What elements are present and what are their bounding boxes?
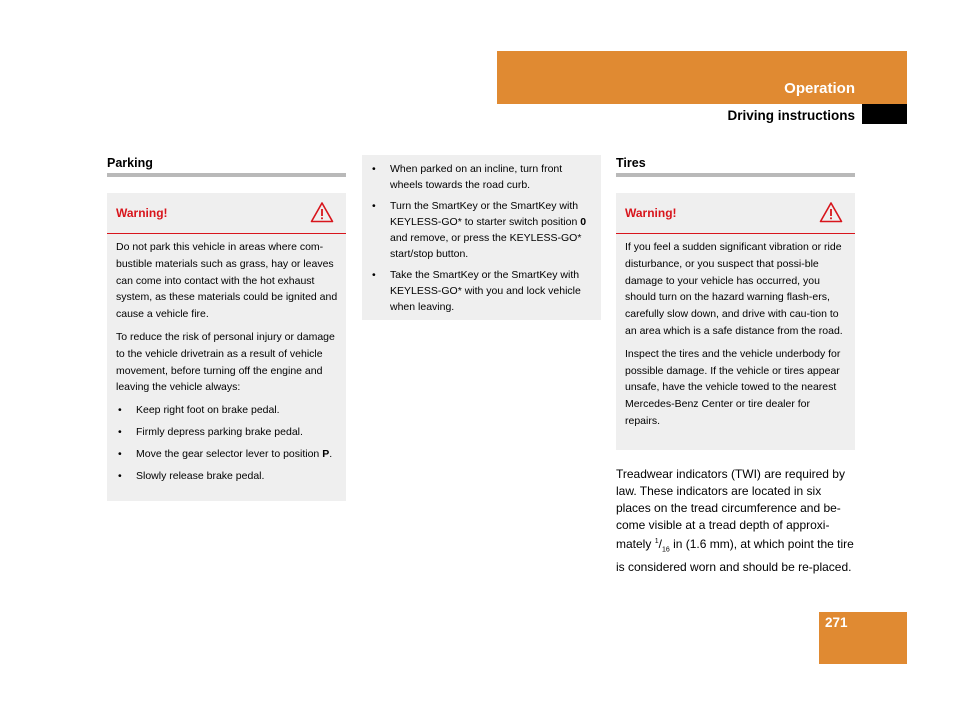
- page-number: 271: [825, 615, 848, 630]
- parking-steps-list: [116, 402, 338, 484]
- tires-warning-para2: Inspect the tires and the vehicle underbody for possible damage. If the vehicle or tires appear unsafe, have the vehicle towed to the nearest Mercedes-Benz Center or tire dealer for repairs.: [625, 347, 841, 427]
- tires-warning-label: Warning!: [625, 206, 677, 220]
- tires-warning-para1: If you feel a sudden significant vibration or ride disturbance, or you suspect that possi-ble damage to your vehicle has occurred, you should turn on the hazard warning flash-ers, carefully slow down, and drive with cau-tion to an area which is a safe distance from the road.: [625, 241, 843, 337]
- parking-warning-body: [107, 234, 346, 497]
- tires-heading: Tires: [616, 156, 646, 170]
- list-item-text-end: and remove, or press the KEYLESS-GO* start/stop button.: [390, 232, 582, 260]
- list-item: • Slowly release brake pedal.: [116, 468, 338, 485]
- parking-warning-para1: Do not park this vehicle in areas where com-bustible materials such as grass, hay or leaves can come into contact with the hot exhaust system, as these materials could be ignited and cause a vehicle fire.: [116, 241, 338, 321]
- list-item: • When parked on an incline, turn front wheels towards the road curb.: [370, 161, 593, 193]
- list-item: [370, 198, 593, 262]
- section-title: Driving instructions: [727, 108, 855, 123]
- warning-triangle-icon: [819, 201, 843, 223]
- chapter-title: Operation: [784, 80, 855, 97]
- treadwear-indicators-text: [616, 466, 859, 576]
- tires-warning-box: [616, 193, 855, 450]
- tires-warning-body: [616, 234, 855, 444]
- parking-warning-box: [107, 193, 346, 501]
- list-item: • Take the SmartKey or the SmartKey with KEYLESS-GO* with you and lock vehicle when leaving.: [370, 267, 593, 315]
- list-item-end: .: [329, 447, 333, 460]
- list-item: [116, 446, 338, 463]
- parking-warning-para2: To reduce the risk of personal injury or damage to the vehicle drivetrain as a result of vehicle movement, before turning off the engine and leaving the vehicle always:: [116, 330, 335, 394]
- tires-heading-rule: [616, 173, 855, 177]
- fraction-numerator: 1: [654, 537, 659, 545]
- tires-warning-header: [616, 193, 855, 234]
- parking-continued-box: [362, 155, 601, 320]
- section-tab-marker: [862, 104, 907, 124]
- parking-warning-label: Warning!: [116, 206, 168, 220]
- parking-warning-header: [107, 193, 346, 234]
- gear-position-value: P: [322, 447, 330, 460]
- list-item: • Firmly depress parking brake pedal.: [116, 424, 338, 441]
- twi-text-end: in (1.6 mm), at which point the tire is considered worn and should be re-placed.: [616, 536, 854, 574]
- fraction-denominator: 16: [661, 546, 670, 554]
- warning-triangle-icon: [310, 201, 334, 223]
- parking-heading: Parking: [107, 156, 153, 170]
- list-item-text: Move the gear selector lever to position: [136, 447, 323, 460]
- parking-heading-rule: [107, 173, 346, 177]
- switch-position-value: 0: [580, 216, 587, 228]
- parking-continued-body: [362, 155, 601, 326]
- parking-continued-list: [370, 161, 593, 315]
- twi-text-start: Treadwear indicators (TWI) are required by law. These indicators are located in six places on the tread circumference and be-come visible at a tread depth of approxi-mately: [616, 467, 845, 551]
- list-item-text: Turn the SmartKey or the SmartKey with KEYLESS-GO* to starter switch position: [390, 200, 581, 228]
- fraction-separator: /: [658, 536, 662, 551]
- list-item: • Keep right foot on brake pedal.: [116, 402, 338, 419]
